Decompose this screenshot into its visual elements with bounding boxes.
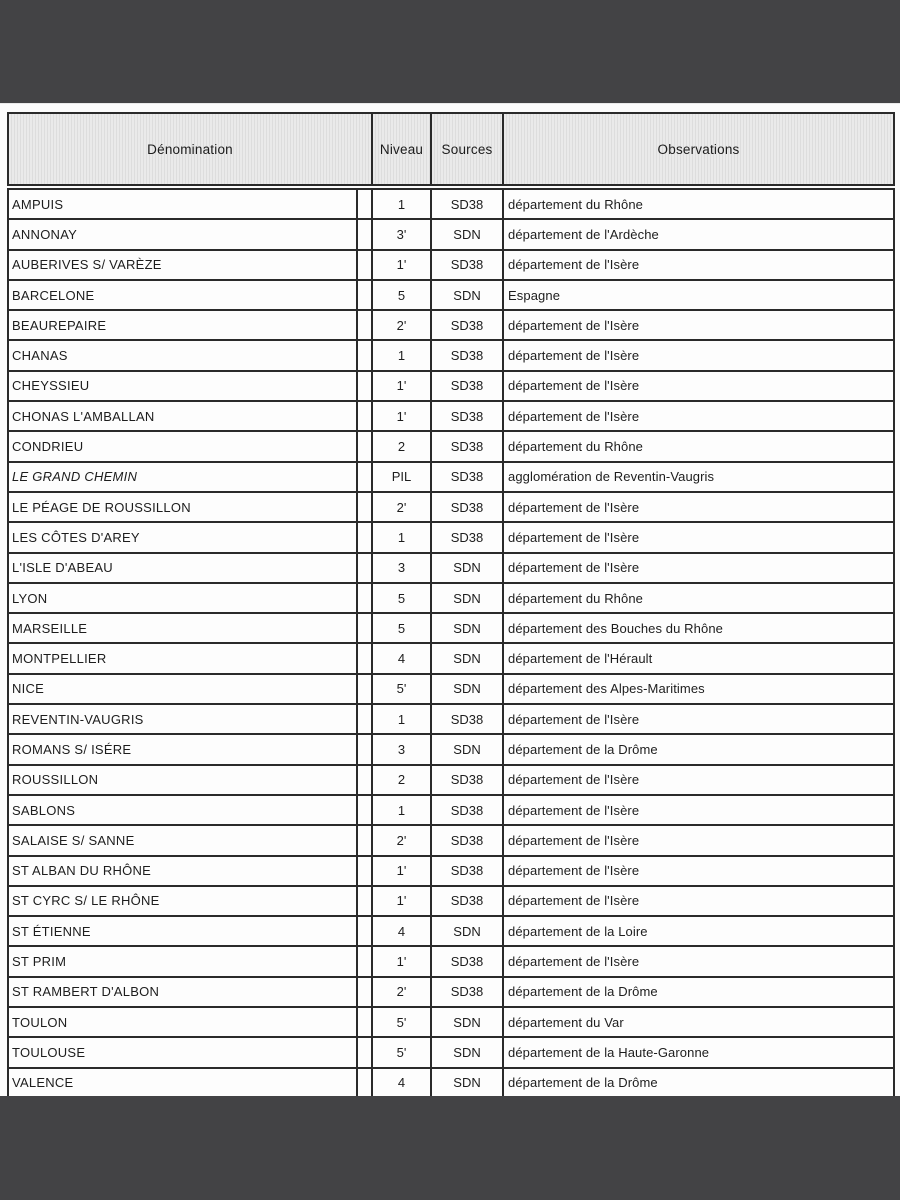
observations-cell: département de l'Isère bbox=[503, 371, 894, 401]
spacer-cell bbox=[357, 340, 372, 370]
spacer-cell bbox=[357, 462, 372, 492]
niveau-cell: 1 bbox=[372, 187, 431, 219]
source-cell: SD38 bbox=[431, 522, 503, 552]
source-cell: SD38 bbox=[431, 765, 503, 795]
observations-cell: département de l'Isère bbox=[503, 340, 894, 370]
spacer-cell bbox=[357, 1007, 372, 1037]
denomination-cell: TOULOUSE bbox=[8, 1037, 357, 1067]
niveau-cell: 4 bbox=[372, 643, 431, 673]
denomination-cell: ANNONAY bbox=[8, 219, 357, 249]
denomination-cell: TOULON bbox=[8, 1007, 357, 1037]
observations-cell: département de l'Isère bbox=[503, 946, 894, 976]
header-row bbox=[8, 113, 894, 187]
table-row bbox=[8, 825, 894, 855]
spacer-cell bbox=[357, 583, 372, 613]
source-cell: SD38 bbox=[431, 492, 503, 522]
observations-cell: département du Var bbox=[503, 1007, 894, 1037]
denomination-cell: AUBERIVES S/ VARÈZE bbox=[8, 250, 357, 280]
denomination-cell: ST ALBAN DU RHÔNE bbox=[8, 856, 357, 886]
niveau-cell: 2 bbox=[372, 431, 431, 461]
niveau-cell: 5 bbox=[372, 280, 431, 310]
table-row bbox=[8, 643, 894, 673]
niveau-cell: 2' bbox=[372, 310, 431, 340]
spacer-cell bbox=[357, 250, 372, 280]
niveau-cell: 2' bbox=[372, 492, 431, 522]
spacer-cell bbox=[357, 187, 372, 219]
observations-cell: département de l'Ardèche bbox=[503, 219, 894, 249]
column-header-sources: Sources bbox=[431, 113, 503, 187]
observations-cell: département de la Loire bbox=[503, 916, 894, 946]
niveau-cell: 2 bbox=[372, 765, 431, 795]
denomination-cell: ROMANS S/ ISÉRE bbox=[8, 734, 357, 764]
observations-cell: département du Rhône bbox=[503, 187, 894, 219]
source-cell: SDN bbox=[431, 916, 503, 946]
niveau-cell: PIL bbox=[372, 462, 431, 492]
denomination-cell: BEAUREPAIRE bbox=[8, 310, 357, 340]
observations-cell: agglomération de Reventin-Vaugris bbox=[503, 462, 894, 492]
spacer-cell bbox=[357, 916, 372, 946]
source-cell: SD38 bbox=[431, 431, 503, 461]
niveau-cell: 3 bbox=[372, 734, 431, 764]
observations-cell: département de l'Isère bbox=[503, 825, 894, 855]
observations-cell: département de l'Hérault bbox=[503, 643, 894, 673]
spacer-cell bbox=[357, 825, 372, 855]
niveau-cell: 5' bbox=[372, 1007, 431, 1037]
table-row bbox=[8, 674, 894, 704]
niveau-cell: 4 bbox=[372, 1068, 431, 1098]
table-row bbox=[8, 553, 894, 583]
source-cell: SD38 bbox=[431, 250, 503, 280]
source-cell: SDN bbox=[431, 1068, 503, 1098]
table-row bbox=[8, 431, 894, 461]
spacer-cell bbox=[357, 643, 372, 673]
table-row bbox=[8, 187, 894, 219]
observations-cell: département de l'Isère bbox=[503, 765, 894, 795]
observations-cell: département de l'Isère bbox=[503, 553, 894, 583]
spacer-cell bbox=[357, 886, 372, 916]
source-cell: SD38 bbox=[431, 340, 503, 370]
source-cell: SDN bbox=[431, 674, 503, 704]
sites-table bbox=[7, 112, 895, 1160]
denomination-cell: AMPUIS bbox=[8, 187, 357, 219]
column-header-niveau: Niveau bbox=[372, 113, 431, 187]
observations-cell: département de l'Isère bbox=[503, 522, 894, 552]
spacer-cell bbox=[357, 553, 372, 583]
denomination-cell: CHANAS bbox=[8, 340, 357, 370]
denomination-cell: LYON bbox=[8, 583, 357, 613]
observations-cell: département du Rhône bbox=[503, 431, 894, 461]
table-row bbox=[8, 219, 894, 249]
spacer-cell bbox=[357, 1037, 372, 1067]
table-row bbox=[8, 280, 894, 310]
source-cell: SDN bbox=[431, 583, 503, 613]
source-cell: SD38 bbox=[431, 825, 503, 855]
observations-cell: département des Alpes-Maritimes bbox=[503, 674, 894, 704]
table-row bbox=[8, 250, 894, 280]
table-row bbox=[8, 1037, 894, 1067]
denomination-cell: MARSEILLE bbox=[8, 613, 357, 643]
source-cell: SDN bbox=[431, 734, 503, 764]
observations-cell: département du Rhône bbox=[503, 583, 894, 613]
observations-cell: département de l'Isère bbox=[503, 856, 894, 886]
table-row bbox=[8, 340, 894, 370]
source-cell: SDN bbox=[431, 1037, 503, 1067]
niveau-cell: 5 bbox=[372, 583, 431, 613]
niveau-cell: 1 bbox=[372, 340, 431, 370]
source-cell: SD38 bbox=[431, 946, 503, 976]
denomination-cell: SALAISE S/ SANNE bbox=[8, 825, 357, 855]
table-row bbox=[8, 492, 894, 522]
source-cell: SD38 bbox=[431, 856, 503, 886]
table-row bbox=[8, 734, 894, 764]
spacer-cell bbox=[357, 674, 372, 704]
table-row bbox=[8, 856, 894, 886]
source-cell: SD38 bbox=[431, 704, 503, 734]
table-row bbox=[8, 401, 894, 431]
column-header-observations: Observations bbox=[503, 113, 894, 187]
denomination-cell: CHEYSSIEU bbox=[8, 371, 357, 401]
table-row bbox=[8, 1068, 894, 1098]
niveau-cell: 1' bbox=[372, 401, 431, 431]
niveau-cell: 2' bbox=[372, 977, 431, 1007]
observations-cell: département de la Haute-Garonne bbox=[503, 1037, 894, 1067]
niveau-cell: 2' bbox=[372, 825, 431, 855]
observations-cell: département de l'Isère bbox=[503, 704, 894, 734]
spacer-cell bbox=[357, 492, 372, 522]
table-row bbox=[8, 946, 894, 976]
source-cell: SD38 bbox=[431, 310, 503, 340]
table-row bbox=[8, 522, 894, 552]
source-cell: SD38 bbox=[431, 795, 503, 825]
spacer-cell bbox=[357, 734, 372, 764]
spacer-cell bbox=[357, 765, 372, 795]
denomination-cell: BARCELONE bbox=[8, 280, 357, 310]
niveau-cell: 1 bbox=[372, 795, 431, 825]
niveau-cell: 4 bbox=[372, 916, 431, 946]
spacer-cell bbox=[357, 219, 372, 249]
table-row bbox=[8, 613, 894, 643]
observations-cell: département de l'Isère bbox=[503, 886, 894, 916]
observations-cell: Espagne bbox=[503, 280, 894, 310]
denomination-cell: ST RAMBERT D'ALBON bbox=[8, 977, 357, 1007]
spacer-cell bbox=[357, 401, 372, 431]
column-header-denomination: Dénomination bbox=[8, 113, 372, 187]
source-cell: SDN bbox=[431, 280, 503, 310]
niveau-cell: 1' bbox=[372, 856, 431, 886]
spacer-cell bbox=[357, 704, 372, 734]
denomination-cell: ROUSSILLON bbox=[8, 765, 357, 795]
observations-cell: département de l'Isère bbox=[503, 492, 894, 522]
niveau-cell: 1 bbox=[372, 704, 431, 734]
observations-cell: département de l'Isère bbox=[503, 310, 894, 340]
source-cell: SD38 bbox=[431, 977, 503, 1007]
source-cell: SD38 bbox=[431, 886, 503, 916]
observations-cell: département de l'Isère bbox=[503, 401, 894, 431]
source-cell: SDN bbox=[431, 219, 503, 249]
niveau-cell: 1' bbox=[372, 886, 431, 916]
observations-cell: département de la Drôme bbox=[503, 1068, 894, 1098]
table-row bbox=[8, 583, 894, 613]
spacer-cell bbox=[357, 280, 372, 310]
niveau-cell: 3 bbox=[372, 553, 431, 583]
observations-cell: département de la Drôme bbox=[503, 977, 894, 1007]
table-row bbox=[8, 795, 894, 825]
observations-cell: département de l'Isère bbox=[503, 795, 894, 825]
spacer-cell bbox=[357, 431, 372, 461]
niveau-cell: 5' bbox=[372, 674, 431, 704]
niveau-cell: 5 bbox=[372, 613, 431, 643]
table-row bbox=[8, 1007, 894, 1037]
source-cell: SD38 bbox=[431, 401, 503, 431]
niveau-cell: 3' bbox=[372, 219, 431, 249]
niveau-cell: 1' bbox=[372, 946, 431, 976]
spacer-cell bbox=[357, 977, 372, 1007]
denomination-cell: ST CYRC S/ LE RHÔNE bbox=[8, 886, 357, 916]
denomination-cell: SABLONS bbox=[8, 795, 357, 825]
table-body bbox=[8, 187, 894, 1159]
spacer-cell bbox=[357, 371, 372, 401]
spacer-cell bbox=[357, 613, 372, 643]
table-header bbox=[8, 113, 894, 187]
niveau-cell: 5' bbox=[372, 1037, 431, 1067]
denomination-cell: VALENCE bbox=[8, 1068, 357, 1098]
source-cell: SDN bbox=[431, 1007, 503, 1037]
denomination-cell: NICE bbox=[8, 674, 357, 704]
denomination-cell: LE PÉAGE DE ROUSSILLON bbox=[8, 492, 357, 522]
source-cell: SDN bbox=[431, 613, 503, 643]
spacer-cell bbox=[357, 1068, 372, 1098]
observations-cell: département des Bouches du Rhône bbox=[503, 613, 894, 643]
table-row bbox=[8, 765, 894, 795]
denomination-cell: ST PRIM bbox=[8, 946, 357, 976]
table-row bbox=[8, 977, 894, 1007]
table-row bbox=[8, 462, 894, 492]
denomination-cell: CHONAS L'AMBALLAN bbox=[8, 401, 357, 431]
observations-cell: département de l'Isère bbox=[503, 250, 894, 280]
spacer-cell bbox=[357, 946, 372, 976]
niveau-cell: 1' bbox=[372, 250, 431, 280]
scan-margin-top bbox=[0, 0, 900, 103]
scan-margin-bottom bbox=[0, 1096, 900, 1200]
source-cell: SD38 bbox=[431, 462, 503, 492]
denomination-cell: CONDRIEU bbox=[8, 431, 357, 461]
denomination-cell: LES CÔTES D'AREY bbox=[8, 522, 357, 552]
spacer-cell bbox=[357, 795, 372, 825]
observations-cell: département de la Drôme bbox=[503, 734, 894, 764]
source-cell: SD38 bbox=[431, 187, 503, 219]
denomination-cell: L'ISLE D'ABEAU bbox=[8, 553, 357, 583]
source-cell: SD38 bbox=[431, 371, 503, 401]
denomination-cell: ST ÉTIENNE bbox=[8, 916, 357, 946]
table-row bbox=[8, 886, 894, 916]
table-row bbox=[8, 310, 894, 340]
spacer-cell bbox=[357, 856, 372, 886]
source-cell: SDN bbox=[431, 553, 503, 583]
spacer-cell bbox=[357, 310, 372, 340]
table-row bbox=[8, 704, 894, 734]
spacer-cell bbox=[357, 522, 372, 552]
denomination-cell: LE GRAND CHEMIN bbox=[8, 462, 357, 492]
table-row bbox=[8, 916, 894, 946]
table-row bbox=[8, 371, 894, 401]
document-page bbox=[0, 103, 900, 1096]
niveau-cell: 1' bbox=[372, 371, 431, 401]
denomination-cell: MONTPELLIER bbox=[8, 643, 357, 673]
niveau-cell: 1 bbox=[372, 522, 431, 552]
source-cell: SDN bbox=[431, 643, 503, 673]
denomination-cell: REVENTIN-VAUGRIS bbox=[8, 704, 357, 734]
